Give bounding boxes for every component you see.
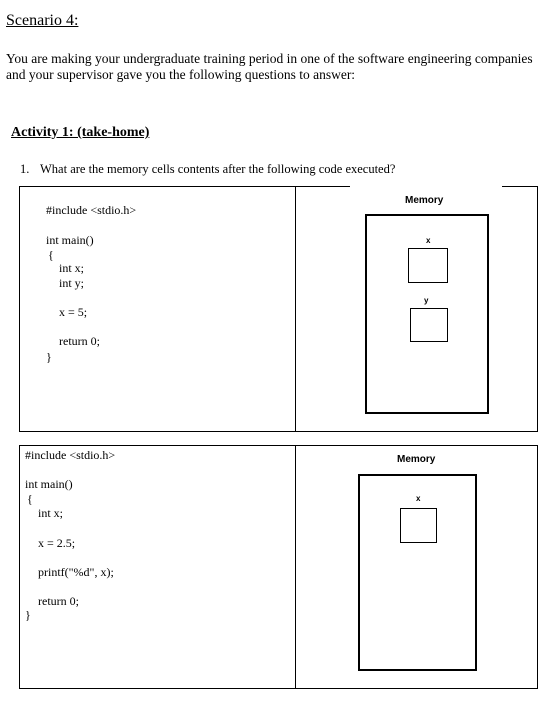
question-number: 1. <box>20 162 30 176</box>
table-1-bottom-border <box>19 431 538 432</box>
memory-cell-x <box>400 508 437 543</box>
memory-cell-x <box>408 248 448 283</box>
code-line-declare-x: int x; <box>38 506 64 520</box>
code-line-printf: printf("%d", x); <box>38 565 114 579</box>
table-2-left-border <box>19 445 20 689</box>
code-line-include: #include <stdio.h> <box>46 203 137 217</box>
memory-var-label-x: x <box>416 494 421 503</box>
code-line-declare-y: int y; <box>59 276 85 290</box>
memory-label: Memory <box>405 195 444 206</box>
question-text: What are the memory cells contents after the following code executed? <box>40 162 396 176</box>
table-2-right-border <box>537 445 538 689</box>
table-1-right-border <box>537 186 538 432</box>
code-line-assign-x: x = 5; <box>59 305 88 319</box>
code-line-close-brace: } <box>25 608 31 622</box>
table-2-divider <box>295 445 296 689</box>
memory-var-label-x: x <box>426 236 431 245</box>
memory-label: Memory <box>397 454 436 465</box>
activity-title: Activity 1: (take-home) <box>11 125 150 140</box>
code-line-assign-x: x = 2.5; <box>38 536 76 550</box>
code-line-open-brace: { <box>27 492 33 506</box>
table-1-top-border-right <box>502 186 538 187</box>
question-1 <box>20 162 395 177</box>
code-line-declare-x: int x; <box>59 261 85 275</box>
code-line-return: return 0; <box>59 334 100 348</box>
table-2-bottom-border <box>19 688 538 689</box>
scenario-title: Scenario 4: <box>6 12 79 29</box>
table-1-left-border <box>19 186 20 432</box>
table-1-divider <box>295 186 296 432</box>
memory-cell-y <box>410 308 448 342</box>
code-line-return: return 0; <box>38 594 79 608</box>
table-2-top-border <box>19 445 538 446</box>
intro-text: You are making your undergraduate training period in one of the software engineering companies and your supervisor gave you the following questions to answer: <box>6 51 533 82</box>
code-line-close-brace: } <box>46 350 52 364</box>
code-line-main: int main() <box>46 233 94 247</box>
memory-var-label-y: y <box>424 296 429 305</box>
memory-frame <box>358 474 477 671</box>
table-1-top-border-left <box>19 186 350 187</box>
code-line-include: #include <stdio.h> <box>25 448 116 462</box>
code-line-main: int main() <box>25 477 73 491</box>
code-line-open-brace: { <box>48 248 54 262</box>
